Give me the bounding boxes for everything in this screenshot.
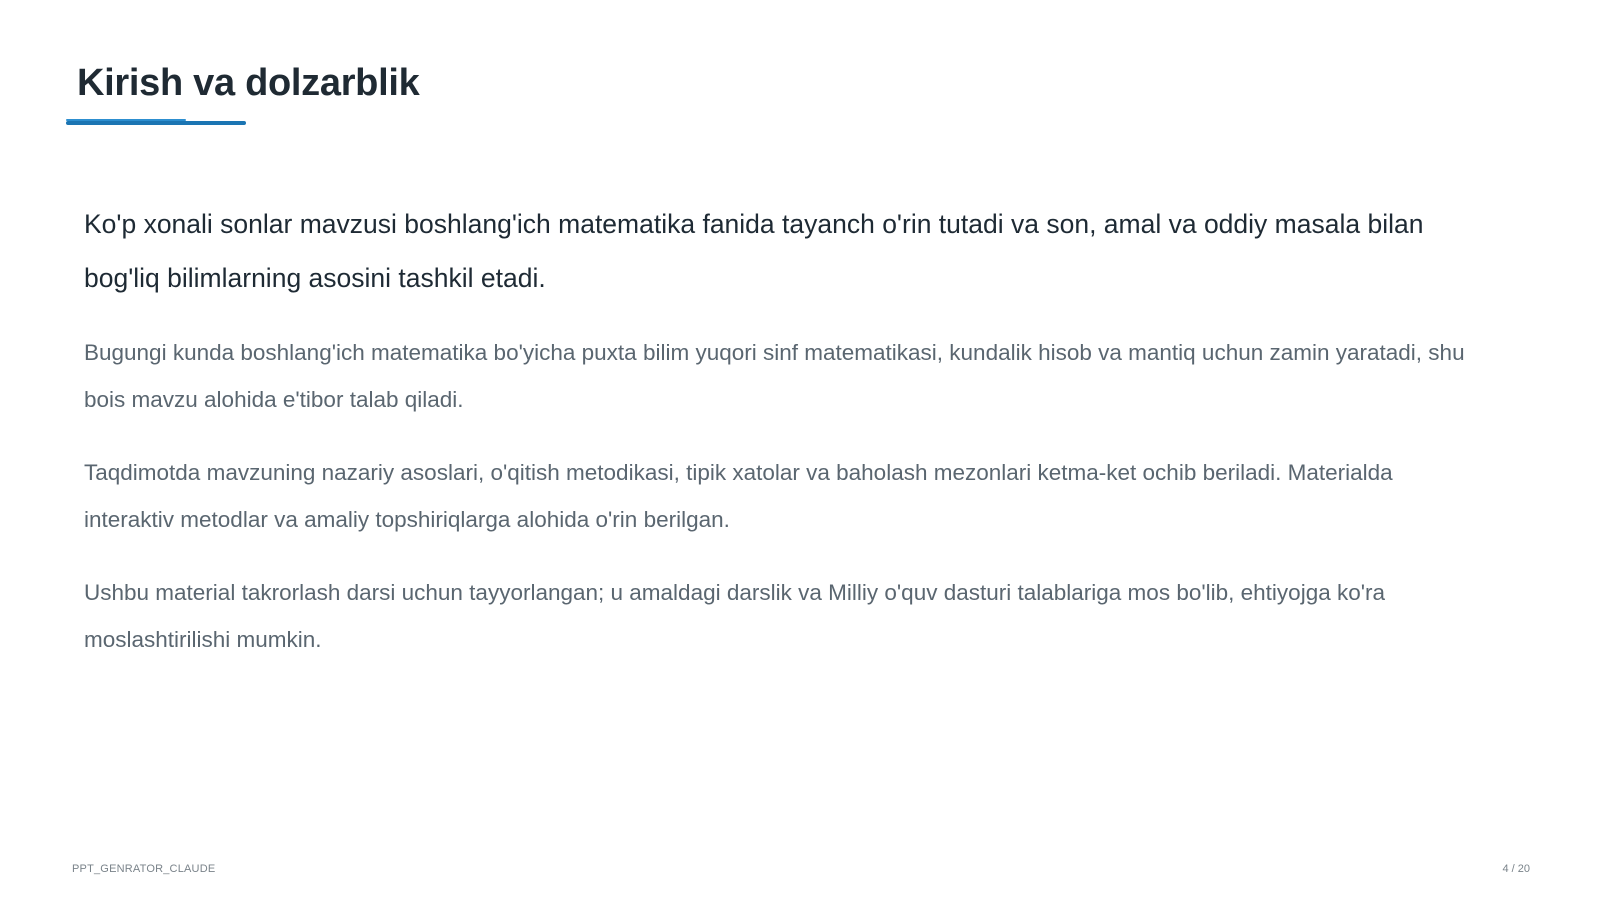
slide-content (84, 197, 1484, 689)
title-underline (66, 121, 246, 125)
slide-title: Kirish va dolzarblik (77, 62, 420, 104)
footer-brand: PPT_GENRATOR_CLAUDE (72, 863, 216, 875)
body-paragraph-2: Taqdimotda mavzuning nazariy asoslari, o'qitish metodikasi, tipik xatolar va baholash mezonlari ketma-ket ochib beriladi. Materialda interaktiv metodlar va amaliy topshiriqlarga alohida o'rin berilgan. (84, 460, 1393, 532)
page-number: 4 / 20 (1502, 863, 1530, 875)
lead-paragraph: Ko'p xonali sonlar mavzusi boshlang'ich matematika fanida tayanch o'rin tutadi va son, amal va oddiy masala bilan bog'liq bilimlarning asosini tashkil etadi. (84, 209, 1424, 293)
body-paragraph-1: Bugungi kunda boshlang'ich matematika bo'yicha puxta bilim yuqori sinf matematikasi, kundalik hisob va mantiq uchun zamin yaratadi, shu bois mavzu alohida e'tibor talab qiladi. (84, 340, 1465, 412)
body-paragraph-3: Ushbu material takrorlash darsi uchun tayyorlangan; u amaldagi darslik va Milliy o'quv dasturi talablariga mos bo'lib, ehtiyojga ko'ra moslashtirilishi mumkin. (84, 580, 1386, 652)
title-underline-accent (66, 119, 186, 121)
